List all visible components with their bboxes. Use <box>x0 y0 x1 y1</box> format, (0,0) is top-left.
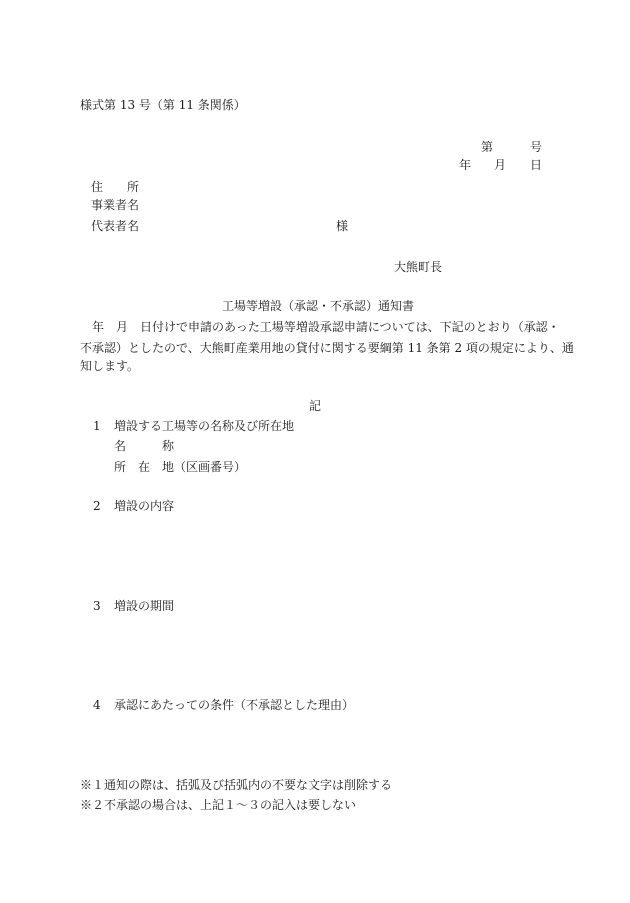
date-month: 月 <box>494 158 507 172</box>
date-day: 日 <box>530 158 543 172</box>
note-2: ※２不承認の場合は、上記１～３の記入は要しない <box>80 798 357 812</box>
item4-number: 4 <box>93 698 101 712</box>
ki-heading: 記 <box>309 399 322 413</box>
item1-number: 1 <box>93 419 101 433</box>
item1-label: 増設する工場等の名称及び所在地 <box>114 419 295 433</box>
business-name-label: 事業者名 <box>91 198 140 212</box>
form-number: 様式第 13 号（第 11 条関係） <box>80 98 246 112</box>
item2-label: 増設の内容 <box>114 499 175 513</box>
item3-number: 3 <box>93 599 101 613</box>
body-line-3: 知します。 <box>80 359 140 373</box>
honorific-sama: 様 <box>336 219 349 233</box>
note-1: ※１通知の際は、括弧及び括弧内の不要な文字は削除する <box>80 778 393 792</box>
doc-number-go: 号 <box>530 140 543 154</box>
address-label: 住 所 <box>91 180 140 194</box>
item3-label: 増設の期間 <box>114 599 175 613</box>
item4-label: 承認にあたっての条件（不承認とした理由） <box>114 698 355 712</box>
representative-label: 代表者名 <box>91 219 140 233</box>
date-year: 年 <box>459 158 472 172</box>
item1-name-label: 名 称 <box>114 439 175 453</box>
item2-number: 2 <box>93 499 101 513</box>
document-title: 工場等増設（承認・不承認）通知書 <box>222 299 415 313</box>
doc-number-dai: 第 <box>481 140 494 154</box>
body-line-2: 不承認）としたので、大熊町産業用地の貸付に関する要綱第 11 条第 2 項の規定により、通 <box>80 341 574 355</box>
issuer-name: 大熊町長 <box>394 260 443 274</box>
item1-location-label: 所 在 地（区画番号） <box>114 460 247 474</box>
body-line-1: 年 月 日付けで申請のあった工場等増設承認申請については、下記のとおり（承認・ <box>80 320 560 334</box>
